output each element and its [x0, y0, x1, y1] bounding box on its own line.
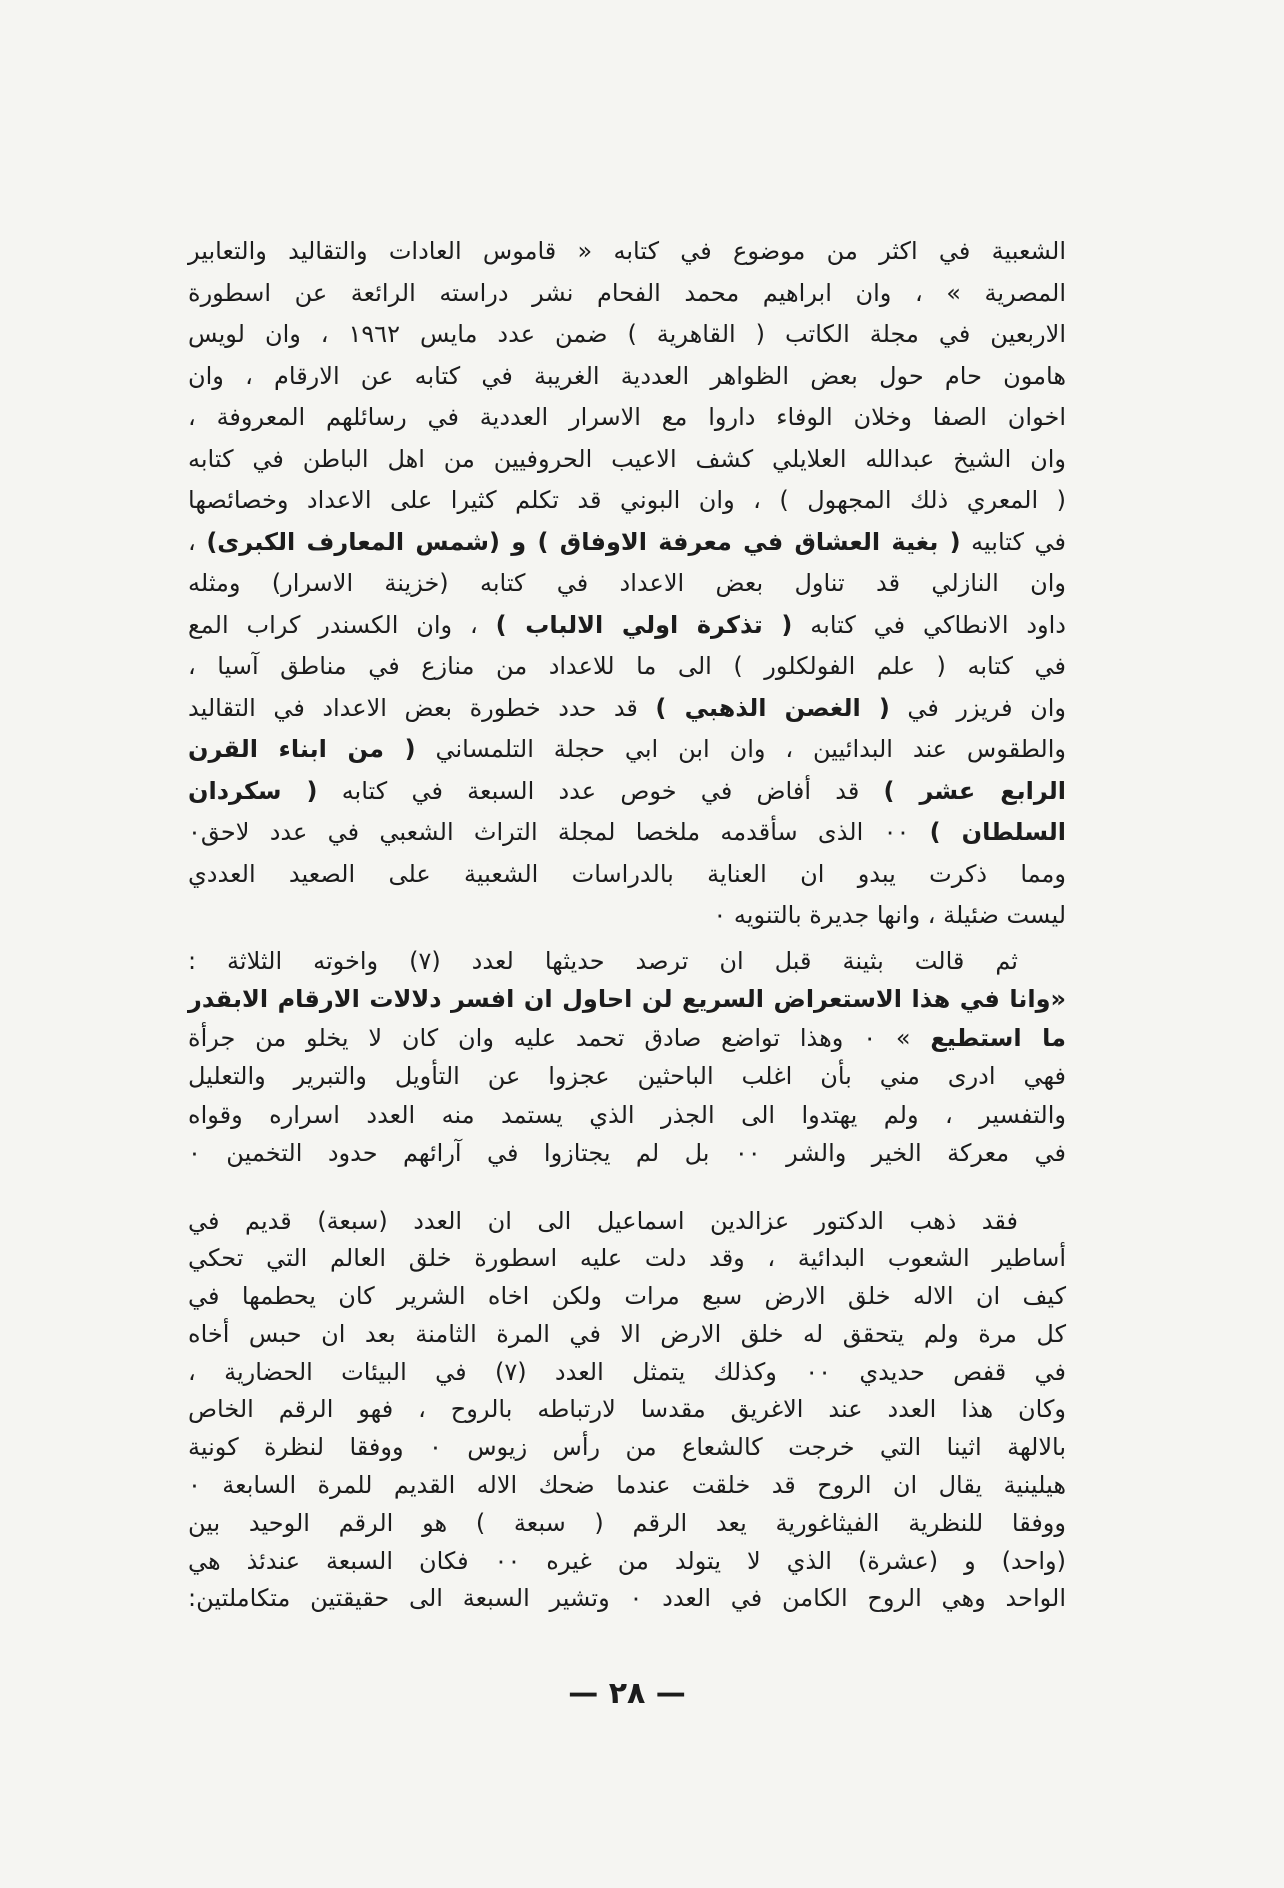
bold-title: ( من ابناء القرن: [188, 735, 416, 763]
text-segment: بالالهة اثينا التي خرجت كالشعاع من رأس زيوس ٠ ووفقا لنظرة كونية: [188, 1433, 1066, 1462]
text-line: [188, 439, 1066, 481]
text-line: [188, 1057, 1066, 1096]
text-segment: ليست ضئيلة ، وانها جديرة بالتنويه ٠: [713, 901, 1066, 929]
text-segment: » ٠ وهذا تواضع صادق تحمد عليه وان كان لا يخلو من جرأة: [188, 1023, 931, 1052]
text-line: [188, 1240, 1066, 1278]
text-segment: في قفص حديدي ٠٠ وكذلك يتمثل العدد (٧) في البيئات الحضارية ،: [188, 1357, 1066, 1386]
text-segment: ومما ذكرت يبدو ان العناية بالدراسات الشعبية على الصعيد العددي: [188, 859, 1066, 888]
text-segment: والتفسير ، ولم يهتدوا الى الجذر الذي يستمد منه العدد اسراره وقواه: [188, 1100, 1066, 1129]
text-line: [188, 1580, 1066, 1618]
text-segment: وان النازلي قد تناول بعض الاعداد في كتابه (خزينة الاسرار) ومثله: [188, 569, 1066, 597]
text-segment: كل مرة ولم يتحقق له خلق الارض الا في المرة الثامنة بعد ان حبس أخاه: [188, 1319, 1066, 1348]
text-segment: وان الشيخ عبدالله العلايلي كشف الاعيب الحروفيين من اهل الباطن في كتابه: [188, 444, 1066, 473]
text-segment: ثم قالت بثينة قبل ان ترصد حديثها لعدد (٧) واخوته الثلاثة :: [188, 946, 1018, 975]
text-segment: هيلينية يقال ان الروح قد خلقت عندما ضحك الاله القديم للمرة السابعة ٠: [188, 1471, 1066, 1500]
text-segment: وكان هذا العدد عند الاغريق مقدسا لارتباطه بالروح ، فهو الرقم الخاص: [188, 1395, 1066, 1424]
text-line: [188, 605, 1066, 647]
text-line: [188, 563, 1066, 605]
bold-title: «وانا في هذا الاستعراض السريع لن احاول ان افسر دلالات الارقام الابقدر: [188, 985, 1066, 1013]
bold-title: ( تذكرة اولي الالباب ): [495, 610, 793, 639]
text-line: [188, 1505, 1066, 1543]
text-line: [188, 1134, 1066, 1173]
text-segment: ٠٠ الذى سأقدمه ملخصا لمجلة التراث الشعبي في عدد لاحق٠: [188, 818, 930, 846]
text-line: [188, 1316, 1066, 1354]
text-line: [188, 1203, 1066, 1241]
text-line: [188, 522, 1066, 564]
text-line: [188, 1429, 1066, 1467]
paragraph: [188, 942, 1066, 1173]
bold-title: الرابع عشر ): [883, 776, 1066, 805]
text-segment: الشعبية في اكثر من موضوع في كتابه « قاموس العادات والتقاليد والتعابير: [188, 237, 1066, 265]
text-segment: أساطير الشعوب البدائية ، وقد دلت عليه اسطورة خلق العالم التي تحكي: [188, 1244, 1066, 1273]
bold-title: ما استطيع: [930, 1023, 1066, 1052]
text-segment: الواحد وهي الروح الكامن في العدد ٠ وتشير السبعة الى حقيقتين متكاملتين:: [188, 1584, 1066, 1613]
text-segment: الاربعين في مجلة الكاتب ( القاهرية ) ضمن عدد مايس ١٩٦٢ ، وان لويس: [188, 320, 1066, 348]
text-segment: اخوان الصفا وخلان الوفاء داروا مع الاسرار العددية في رسائلهم المعروفة ،: [188, 403, 1066, 431]
text-segment: في معركة الخير والشر ٠٠ بل لم يجتازوا في آرائهم حدود التخمين ٠: [188, 1139, 1066, 1167]
text-line: [188, 1019, 1066, 1058]
text-line: [188, 397, 1066, 439]
text-segment: ( المعري ذلك المجهول ) ، وان البوني قد تكلم كثيرا على الاعداد وخصائصها: [188, 486, 1066, 514]
text-segment: (واحد) و (عشرة) الذي لا يتولد من غيره ٠٠ فكان السبعة عندئذ هي: [188, 1546, 1067, 1575]
text-line: [188, 942, 1066, 981]
text-line: [188, 480, 1066, 522]
text-line: [188, 1467, 1066, 1505]
text-line: [188, 771, 1066, 813]
text-segment: ،: [188, 527, 207, 556]
paragraph: [188, 231, 1066, 937]
text-line: [188, 356, 1066, 398]
text-line: [188, 688, 1066, 730]
text-segment: ووفقا للنظرية الفيثاغورية يعد الرقم ( سبعة ) هو الرقم الوحيد بين: [188, 1508, 1066, 1537]
text-line: [188, 273, 1066, 315]
text-segment: فقد ذهب الدكتور عزالدين اسماعيل الى ان العدد (سبعة) قديم في: [188, 1206, 1018, 1235]
text-segment: فهي ادرى مني بأن اغلب الباحثين عجزوا عن التأويل والتبرير والتعليل: [188, 1062, 1066, 1090]
text-line: [188, 231, 1066, 273]
text-segment: في كتابيه: [960, 527, 1066, 556]
page-number: — ٢٨ —: [568, 1676, 686, 1711]
text-line: [188, 1391, 1066, 1429]
text-line: [188, 1096, 1066, 1135]
text-line: [188, 895, 1066, 937]
bold-title: ( بغية العشاق في معرفة الاوفاق ) و (شمس المعارف الكبرى): [206, 527, 961, 556]
text-segment: في كتابه ( علم الفولكلور ) الى ما للاعداد من منازع في مناطق آسيا ،: [188, 652, 1066, 680]
text-segment: داود الانطاكي في كتابه: [792, 610, 1066, 639]
text-line: [188, 1543, 1066, 1581]
text-segment: ، وان الكسندر كراب المع: [188, 610, 496, 639]
text-line: [188, 854, 1066, 896]
text-segment: قد أفاض في خوص عدد السبعة في كتابه: [317, 776, 884, 805]
text-segment: وان فريزر في: [889, 693, 1066, 722]
text-segment: كيف ان الاله خلق الارض سبع مرات ولكن اخاه الشرير كان يحطمها في: [188, 1282, 1066, 1311]
text-block: [188, 231, 1066, 1618]
text-line: [188, 980, 1066, 1019]
bold-title: السلطان ): [929, 818, 1066, 846]
text-line: [188, 812, 1066, 854]
text-line: [188, 729, 1066, 771]
text-segment: والطقوس عند البدائيين ، وان ابن ابي حجلة التلمساني: [415, 735, 1066, 763]
text-line: [188, 1354, 1066, 1392]
paragraph: [188, 1203, 1066, 1619]
text-line: [188, 314, 1066, 356]
text-line: [188, 1278, 1066, 1316]
text-line: [188, 646, 1066, 688]
bold-title: ( الغصن الذهبي ): [655, 693, 890, 722]
text-segment: المصرية » ، وان ابراهيم محمد الفحام نشر دراسته الرائعة عن اسطورة: [188, 278, 1066, 307]
bold-title: ( سكردان: [188, 776, 318, 805]
text-segment: قد حدد خطورة بعض الاعداد في التقاليد: [188, 693, 656, 722]
text-segment: هامون حام حول بعض الظواهر العددية الغريبة في كتابه عن الارقام ، وان: [188, 361, 1066, 390]
